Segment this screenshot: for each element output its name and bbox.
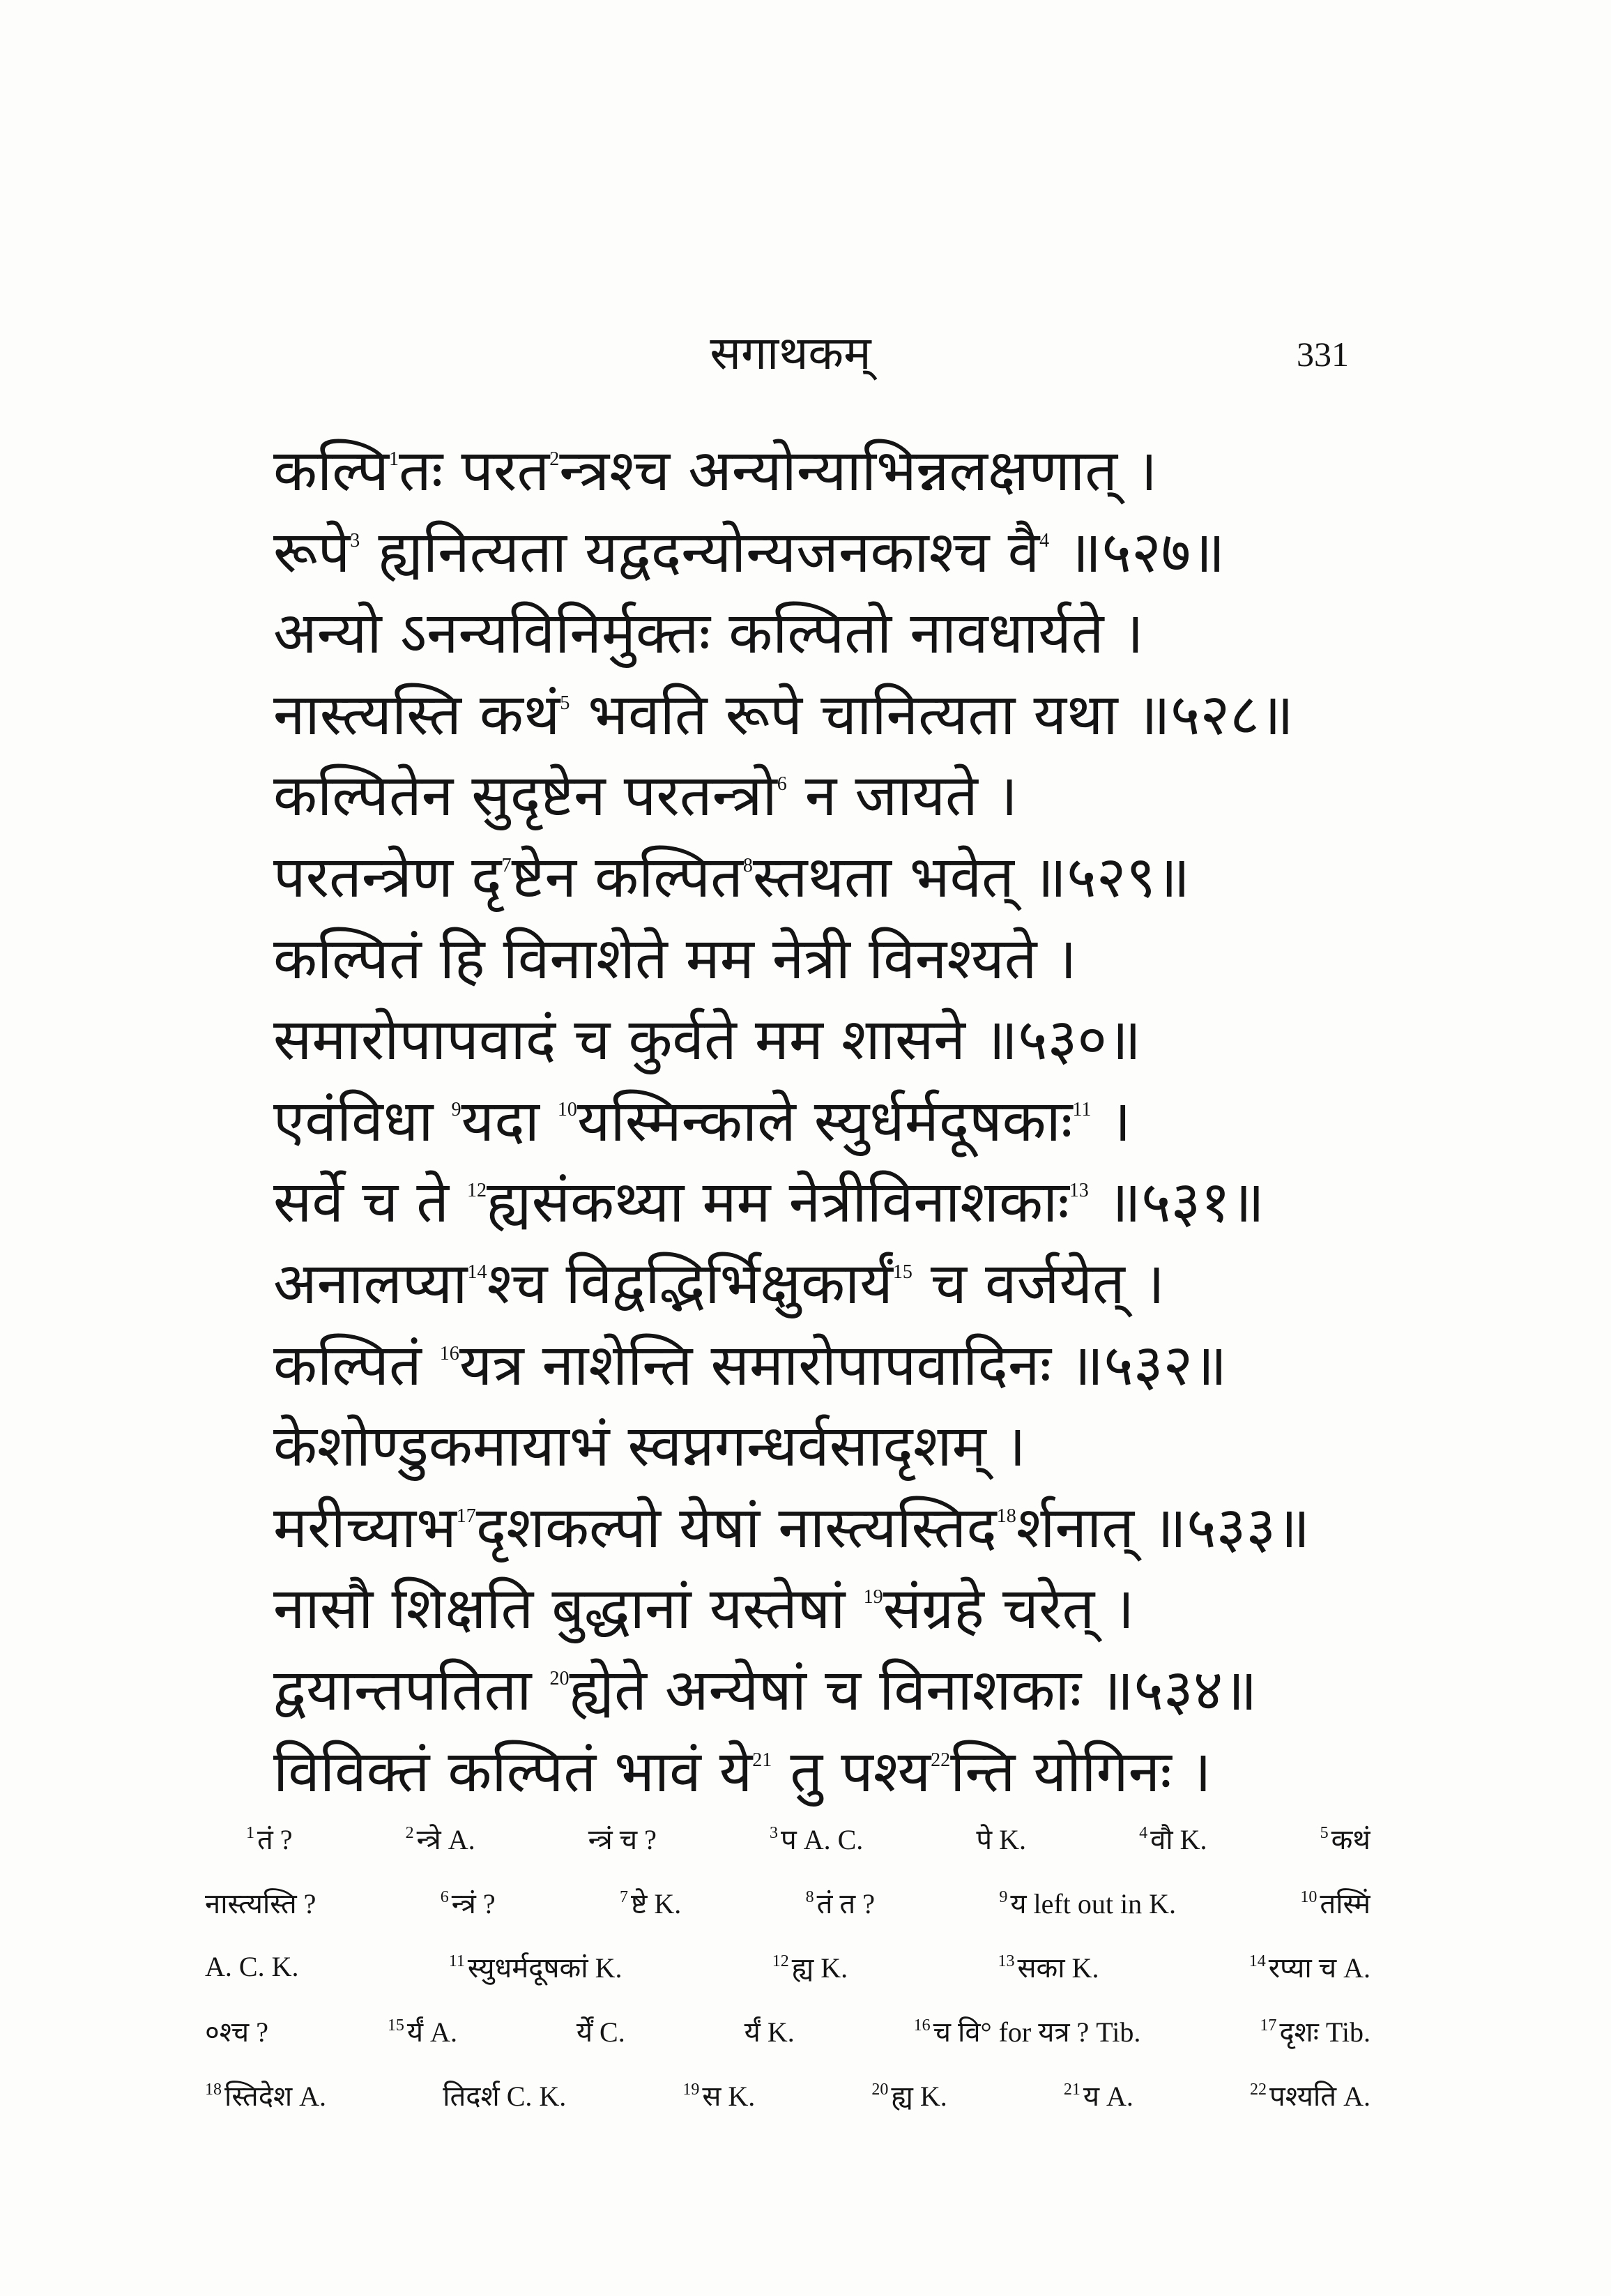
footnote-number: 7 (620, 1887, 628, 1906)
footnote (1139, 1819, 1207, 1857)
footnote-line (205, 1806, 1371, 1870)
footnote-number: 16 (913, 2016, 931, 2035)
footnote-line (205, 1998, 1371, 2062)
verse-text: विविक्तं कल्पितं भावं ये (273, 1738, 753, 1805)
footnote (388, 2012, 457, 2050)
verse-text: च वर्जयेत् । (912, 1250, 1165, 1317)
verse-text: न जायते । (786, 763, 1018, 830)
footnote-text: पे K. (976, 1823, 1026, 1855)
verse-text: ष्टेन कल्पित (511, 844, 743, 911)
footnote-text: न्त्रं ? (451, 1887, 496, 1919)
footnote-text: र्यें C. (576, 2016, 625, 2048)
verse-text: नासौ शिक्षति बुद्धानां यस्तेषां (273, 1576, 864, 1643)
verse-text: ह्यसंकथ्या मम नेत्रीविनाशकाः (487, 1169, 1069, 1236)
footnote (449, 1947, 623, 1986)
footnote (1250, 2076, 1371, 2114)
verse-text: न्त्रश्च अन्योन्याभिन्नलक्षणात् । (559, 438, 1158, 504)
footnote (1260, 2012, 1371, 2050)
footnote-number: 5 (1320, 1823, 1329, 1842)
footnote (205, 1883, 316, 1922)
footnote-text: ष्टे K. (631, 1887, 682, 1919)
footnote-number: 10 (1300, 1887, 1318, 1906)
verse-text: दृशकल्पो येषां नास्त्यस्तिद (475, 1494, 997, 1561)
verse-line (273, 1650, 1389, 1732)
footnote-text: ०श्च ? (205, 2016, 268, 2048)
verse-line (273, 431, 1389, 512)
verse-text: न्ति योगिनः । (950, 1738, 1212, 1805)
verse-text: मरीच्याभ (273, 1494, 457, 1561)
footnote (406, 1819, 475, 1857)
footnote-text: स K. (702, 2080, 756, 2112)
footnote-number: 12 (772, 1952, 789, 1970)
verse-text: यदा (461, 1088, 558, 1155)
footnote (770, 1819, 863, 1857)
footnote-marker: 13 (1069, 1180, 1089, 1202)
footnote (205, 2012, 268, 2050)
footnote-number: 20 (871, 2080, 889, 2099)
footnote-number: 18 (205, 2080, 222, 2099)
footnote-text: तस्मिं (1320, 1887, 1371, 1919)
verse-line (273, 1244, 1389, 1325)
running-title: सगाथकम् (710, 326, 871, 380)
footnote-text: च वि° for यत्र ? Tib. (933, 2016, 1141, 2048)
footnote-text: रप्या च A. (1268, 1952, 1371, 1984)
footnote-marker: 14 (467, 1261, 487, 1283)
verse-text: रूपे (273, 519, 351, 586)
footnote-marker: 12 (467, 1180, 487, 1202)
footnote-marker: 22 (931, 1749, 951, 1771)
footnote (745, 2012, 795, 2050)
footnote-marker: 19 (863, 1586, 883, 1609)
footnote (620, 1883, 681, 1922)
verse-block (273, 431, 1389, 1813)
footnote (682, 2076, 755, 2114)
footnote-marker: 7 (501, 854, 512, 876)
footnote (205, 2076, 326, 2114)
footnote (441, 1883, 496, 1922)
verse-text: कल्पितं हि विनाशेते मम नेत्री विनश्यते । (273, 925, 1077, 992)
verse-line (273, 1000, 1389, 1081)
verse-line (273, 919, 1389, 1001)
verse-text: केशोण्डुकमायाभं स्वप्नगन्धर्वसादृशम् । (273, 1413, 1026, 1480)
verse-text: भवति रूपे चानित्यता यथा ॥५२८॥ (570, 681, 1294, 748)
footnote-text: तिदर्श C. K. (443, 2080, 567, 2112)
footnote-text: य A. (1083, 2080, 1133, 2112)
footnote-text: स्युधर्मदूषकां K. (467, 1952, 623, 1984)
footnote-line (205, 1934, 1371, 1998)
verse-text: ह्येते अन्येषां च विनाशकाः ॥५३४॥ (569, 1657, 1258, 1724)
footnote (772, 1947, 848, 1986)
footnote-marker: 8 (742, 854, 753, 876)
page-number: 331 (1297, 335, 1349, 374)
footnote (1300, 1883, 1371, 1922)
footnote-marker: 15 (892, 1261, 913, 1283)
verse-line (273, 675, 1389, 757)
footnote-text: A. C. K. (205, 1950, 299, 1982)
verse-text: यत्र नाशेन्ति समारोपापवादिनः ॥५३२॥ (459, 1332, 1228, 1399)
verse-text: नास्त्यस्ति कथं (273, 681, 560, 748)
verse-text: तु पश्य (772, 1738, 931, 1805)
footnote (1064, 2076, 1133, 2114)
verse-line (273, 1488, 1389, 1569)
footnote-marker: 16 (439, 1342, 459, 1364)
verse-text: ॥५२७॥ (1049, 519, 1226, 586)
footnote-text: तं ? (257, 1823, 293, 1855)
footnote (871, 2076, 947, 2114)
verse-text: कल्पि (273, 438, 389, 504)
footnote (1320, 1819, 1371, 1857)
verse-text: ॥५३१॥ (1088, 1169, 1265, 1236)
verse-text: तः परत (398, 438, 550, 504)
footnote (998, 1947, 1099, 1986)
verse-line (273, 1569, 1389, 1650)
footnote-marker: 21 (752, 1749, 772, 1771)
footnote (443, 2076, 566, 2114)
verse-text: श्च विद्वद्भिर्भिक्षुकार्यं (487, 1250, 893, 1317)
footnote (914, 2012, 1141, 2050)
footnote-number: 2 (405, 1823, 414, 1842)
footnote-line (205, 1870, 1371, 1934)
footnote-text: प A. C. (781, 1823, 864, 1855)
footnote-text: नास्त्यस्ति ? (205, 1887, 316, 1919)
footnote-marker: 2 (549, 448, 560, 470)
footnote-number: 22 (1250, 2080, 1267, 2099)
footnote-number: 6 (440, 1887, 449, 1906)
footnote (588, 1819, 657, 1857)
footnote-number: 9 (999, 1887, 1008, 1906)
footnote-marker: 20 (549, 1667, 570, 1689)
footnote-number: 17 (1260, 2016, 1277, 2035)
footnote-marker: 11 (1072, 1098, 1092, 1120)
footnote-text: न्त्रं च ? (588, 1823, 657, 1855)
verse-text: अनालप्या (273, 1250, 468, 1317)
footnote-marker: 18 (996, 1505, 1016, 1527)
footnote-marker: 9 (451, 1098, 461, 1120)
verse-line (273, 1081, 1389, 1163)
footnote-marker: 10 (557, 1098, 577, 1120)
footnote-marker: 3 (350, 529, 360, 552)
verse-line (273, 593, 1389, 675)
footnote (246, 1819, 293, 1857)
footnote (999, 1883, 1176, 1922)
footnote-text: न्त्रे A. (416, 1823, 475, 1855)
footnote-line (205, 2062, 1371, 2127)
footnotes (205, 1806, 1371, 2127)
footnote-number: 8 (805, 1887, 814, 1906)
footnote-text: कथं (1331, 1823, 1371, 1855)
footnote-number: 13 (998, 1952, 1015, 1970)
footnote-number: 1 (246, 1823, 254, 1842)
verse-line (273, 1325, 1389, 1407)
footnote-marker: 5 (560, 692, 570, 714)
verse-text: कल्पितेन सुदृष्टेन परतन्त्रो (273, 763, 777, 830)
verse-text: परतन्त्रेण दृ (273, 844, 502, 911)
footnote-number: 3 (770, 1823, 778, 1842)
footnote (806, 1883, 875, 1922)
footnote-text: ह्य K. (791, 1952, 848, 1984)
verse-line (273, 837, 1389, 919)
footnote-number: 11 (448, 1952, 465, 1970)
verse-text: सर्वे च ते (273, 1169, 468, 1236)
footnote (1249, 1947, 1371, 1986)
verse-text: एवंविधा (273, 1088, 452, 1155)
footnote-text: सका K. (1017, 1952, 1099, 1984)
footnote-number: 19 (682, 2080, 700, 2099)
verse-text: कल्पितं (273, 1332, 440, 1399)
verse-text: अन्यो ऽनन्यविनिर्मुक्तः कल्पितो नावधार्यते । (273, 600, 1144, 667)
footnote-text: वौ K. (1150, 1823, 1207, 1855)
footnote (976, 1819, 1026, 1857)
footnote-text: दृशः Tib. (1279, 2016, 1371, 2048)
footnote-number: 21 (1063, 2080, 1081, 2099)
footnote-text: पश्यति A. (1269, 2080, 1371, 2112)
verse-line (273, 1406, 1389, 1488)
verse-text: र्शनात् ॥५३३॥ (1016, 1494, 1311, 1561)
footnote-number: 15 (387, 2016, 404, 2035)
footnote-text: र्यं K. (744, 2016, 795, 2048)
footnote-number: 4 (1139, 1823, 1148, 1842)
footnote-text: र्यं A. (406, 2016, 457, 2048)
footnote-text: स्तिदेश A. (224, 2080, 327, 2112)
verse-text: स्तथता भवेत् ॥५२९॥ (752, 844, 1191, 911)
footnote (205, 1950, 298, 1983)
footnote-marker: 1 (388, 448, 399, 470)
verse-line (273, 1732, 1389, 1814)
footnote (577, 2012, 625, 2050)
verse-text: संग्रहे चरेत् । (883, 1576, 1135, 1643)
footnote-text: तं त ? (816, 1887, 875, 1919)
verse-line (273, 1162, 1389, 1244)
footnote-number: 14 (1249, 1952, 1266, 1970)
verse-text: । (1091, 1088, 1131, 1155)
verse-line (273, 512, 1389, 594)
verse-text: ह्यनित्यता यद्वदन्योन्यजनकाश्च वै (360, 519, 1040, 586)
verse-text: यस्मिन्काले स्युर्धर्मदूषकाः (577, 1088, 1073, 1155)
footnote-text: य left out in K. (1010, 1887, 1176, 1919)
footnote-marker: 17 (456, 1505, 476, 1527)
verse-line (273, 756, 1389, 837)
footnote-marker: 4 (1039, 529, 1050, 552)
verse-text: समारोपापवादं च कुर्वते मम शासने ॥५३०॥ (273, 1007, 1142, 1074)
verse-text: द्वयान्तपतिता (273, 1657, 550, 1724)
footnote-text: ह्य K. (891, 2080, 947, 2112)
footnote-marker: 6 (777, 773, 787, 796)
